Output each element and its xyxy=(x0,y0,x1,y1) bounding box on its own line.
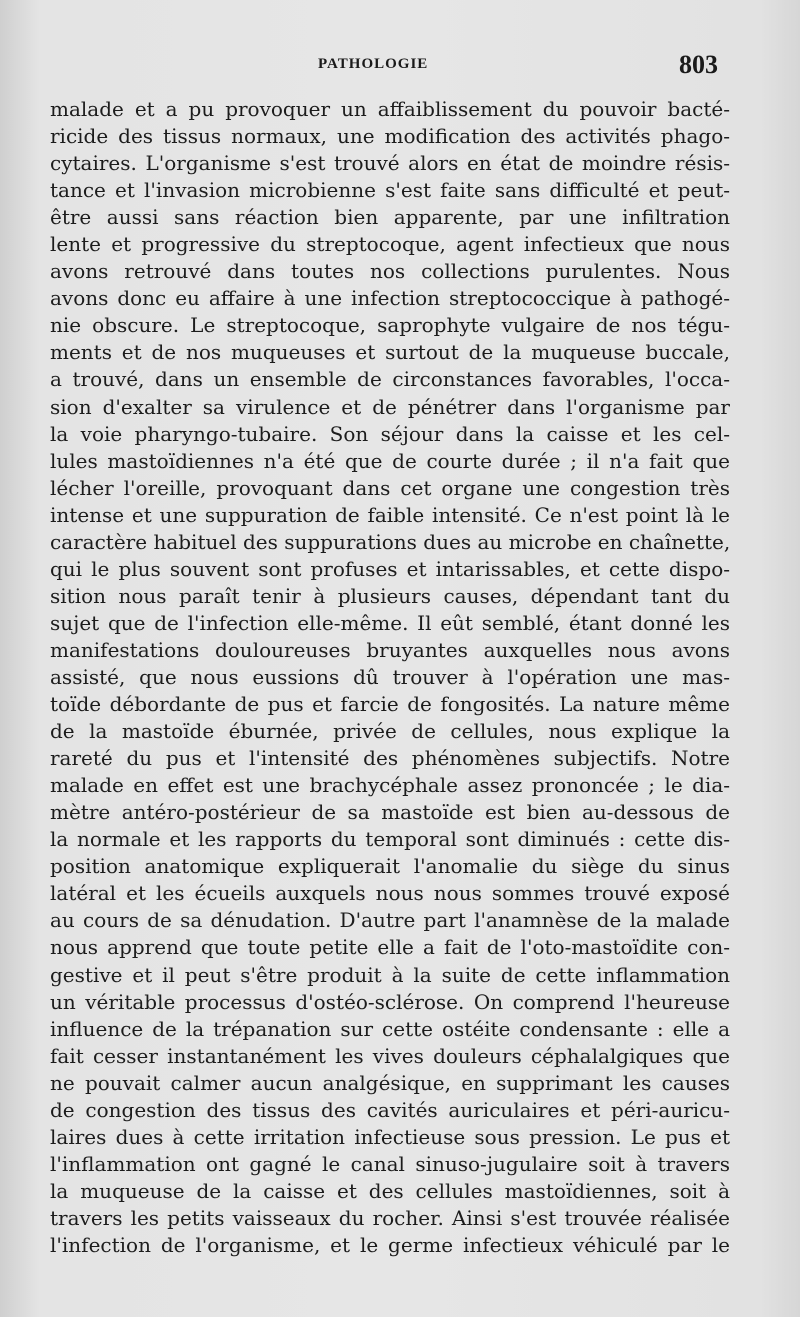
text-line: caractère habituel des suppurations dues au microbe en chaînette, xyxy=(50,529,731,554)
text-line: gestive et il peut s'être produit à la suite de cette inflammation xyxy=(50,962,730,987)
text-line: avons retrouvé dans toutes nos collections purulentes. Nous xyxy=(50,259,730,284)
text-line: ments et de nos muqueuses et surtout de la muqueuse buccale, xyxy=(50,340,730,365)
page-number: 803 xyxy=(679,50,718,79)
text-line: a trouvé, dans un ensemble de circonstances favorables, l'occa- xyxy=(50,367,730,392)
text-line: ne pouvait calmer aucun analgésique, en supprimant les causes xyxy=(50,1070,730,1095)
text-line: l'infection de l'organisme, et le germe infectieux véhiculé par le xyxy=(50,1232,730,1257)
text-line: au cours de sa dénudation. D'autre part l'anamnèse de la malade xyxy=(50,908,730,933)
text-line: fait cesser instantanément les vives douleurs céphalalgiques que xyxy=(50,1043,730,1068)
text-line: sion d'exalter sa virulence et de pénétrer dans l'organisme par xyxy=(50,394,730,419)
text-line: nie obscure. Le streptocoque, saprophyte vulgaire de nos tégu- xyxy=(50,313,730,338)
text-line: être aussi sans réaction bien apparente, par une infiltration xyxy=(50,205,730,230)
text-line: malade et a pu provoquer un affaiblissement du pouvoir bacté- xyxy=(50,97,730,121)
text-line: assisté, que nous eussions dû trouver à l'opération une mas- xyxy=(50,664,730,689)
text-line: nous apprend que toute petite elle a fait de l'oto-mastoïdite con- xyxy=(50,935,730,960)
text-line: intense et une suppuration de faible intensité. Ce n'est point là le xyxy=(50,502,730,527)
text-line: de la mastoïde éburnée, privée de cellules, nous explique la xyxy=(50,719,730,744)
text-line: cytaires. L'organisme s'est trouvé alors en état de moindre résis- xyxy=(50,151,730,176)
text-line: tance et l'invasion microbienne s'est faite sans difficulté et peut- xyxy=(50,178,730,203)
text-line: sition nous paraît tenir à plusieurs causes, dépendant tant du xyxy=(50,583,730,608)
text-line: sujet que de l'infection elle-même. Il eût semblé, étant donné les xyxy=(50,610,730,635)
page-header xyxy=(58,50,718,84)
text-line: lécher l'oreille, provoquant dans cet organe une congestion très xyxy=(50,475,730,500)
text-line: toïde débordante de pus et farcie de fongosités. La nature même xyxy=(50,692,730,717)
body-text xyxy=(50,96,730,1259)
text-line: malade en effet est une brachycéphale assez prononcée ; le dia- xyxy=(50,773,730,798)
text-line: mètre antéro-postérieur de sa mastoïde est bien au-dessous de xyxy=(50,800,730,825)
text-line: laires dues à cette irritation infectieuse sous pression. Le pus et xyxy=(50,1124,730,1149)
text-line: avons donc eu affaire à une infection streptococcique à pathogé- xyxy=(50,286,730,311)
text-line: la normale et les rapports du temporal sont diminués : cette dis- xyxy=(50,827,730,852)
text-line: influence de la trépanation sur cette ostéite condensante : elle a xyxy=(50,1016,730,1041)
text-line: la muqueuse de la caisse et des cellules mastoïdiennes, soit à xyxy=(50,1178,730,1203)
text-line: ricide des tissus normaux, une modification des activités phago- xyxy=(50,124,730,149)
text-line: latéral et les écueils auxquels nous nous sommes trouvé exposé xyxy=(50,881,730,906)
running-title: PATHOLOGIE xyxy=(318,56,429,72)
text-line: lente et progressive du streptocoque, agent infectieux que nous xyxy=(50,232,730,257)
text-line: la voie pharyngo-tubaire. Son séjour dans la caisse et les cel- xyxy=(50,421,730,446)
text-line: qui le plus souvent sont profuses et intarissables, et cette dispo- xyxy=(50,556,730,581)
text-line: position anatomique expliquerait l'anomalie du siège du sinus xyxy=(50,854,730,879)
text-line: de congestion des tissus des cavités auriculaires et péri-auricu- xyxy=(50,1097,730,1122)
text-line: l'inflammation ont gagné le canal sinuso-jugulaire soit à travers xyxy=(50,1151,730,1176)
text-line: rareté du pus et l'intensité des phénomènes subjectifs. Notre xyxy=(50,746,730,771)
text-line: lules mastoïdiennes n'a été que de courte durée ; il n'a fait que xyxy=(50,448,730,473)
text-line: travers les petits vaisseaux du rocher. Ainsi s'est trouvée réalisée xyxy=(50,1205,730,1230)
text-line: manifestations douloureuses bruyantes auxquelles nous avons xyxy=(50,637,730,662)
text-line: un véritable processus d'ostéo-sclérose. On comprend l'heureuse xyxy=(50,989,730,1014)
